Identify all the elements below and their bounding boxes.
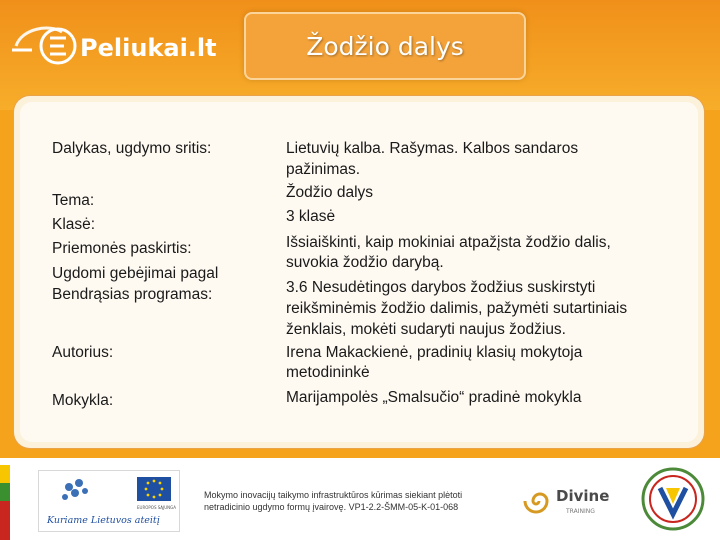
label-school: Mokykla:: [52, 392, 114, 409]
footer-text-line1: Mokymo inovacijų taikymo infrastruktūros kūrimas siekiant plėtoti: [204, 490, 463, 500]
label-skills-line1: Ugdomi gebėjimai pagal: [52, 265, 219, 282]
eu-caption: Kuriame Lietuvos ateitį: [47, 515, 160, 526]
label-subject: Dalykas, ugdymo sritis:: [52, 140, 212, 157]
divine-text: Divine: [556, 487, 610, 505]
label-topic: Tema:: [52, 192, 95, 209]
value-subject-line2: pažinimas.: [286, 161, 361, 178]
eu-logo-graphic: [39, 471, 179, 531]
peliukai-logo[interactable]: [10, 18, 217, 74]
divine-training-logo: [522, 481, 614, 521]
value-skills-line2: reikšminėmis žodžio dalimis, pažymėti sutartiniais: [286, 300, 628, 317]
value-subject-line1: Lietuvių kalba. Rašymas. Kalbos sandaros: [286, 140, 579, 157]
label-grade: Klasė:: [52, 216, 96, 233]
eu-small-text: EUROPOS SĄJUNGA: [137, 505, 176, 510]
divine-sub-text: TRAINING: [566, 508, 595, 515]
page-title: Žodžio dalys: [306, 31, 464, 61]
title-box: [244, 12, 526, 80]
eu-funding-logo: [38, 470, 180, 532]
flag-stripe-yellow: [0, 465, 10, 483]
value-skills-line1: 3.6 Nesudėtingos darybos žodžius suskirstyti: [286, 279, 596, 296]
spiral-icon: [525, 494, 547, 512]
value-school: Marijampolės „Smalsučio“ pradinė mokykla: [286, 389, 582, 406]
value-author-line2: metodininkė: [286, 364, 370, 381]
label-skills-line2: Bendrąsias programas:: [52, 286, 213, 303]
flag-stripe-red: [0, 501, 10, 540]
school-emblem-icon: [640, 466, 706, 532]
footer-text-line2: netradicinio ugdymo formų įvairovę. VP1-2.2-ŠMM-05-K-01-068: [204, 502, 459, 512]
value-topic: Žodžio dalys: [286, 184, 374, 201]
value-author-line1: Irena Makackienė, pradinių klasių mokytoja: [286, 344, 583, 361]
value-grade: 3 klasė: [286, 208, 336, 225]
value-skills-line3: ženklais, mokėti sudaryti naujus žodžius.: [286, 321, 566, 338]
label-author: Autorius:: [52, 344, 114, 361]
label-purpose: Priemonės paskirtis:: [52, 240, 192, 257]
footer-project-text: [204, 489, 514, 513]
flag-stripe-green: [0, 483, 10, 501]
value-purpose-line2: suvokia žodžio darybą.: [286, 254, 444, 271]
logo-text: Peliukai.lt: [80, 34, 217, 62]
value-purpose-line1: Išsiaiškinti, kaip mokiniai atpažįsta žodžio dalis,: [286, 234, 611, 251]
